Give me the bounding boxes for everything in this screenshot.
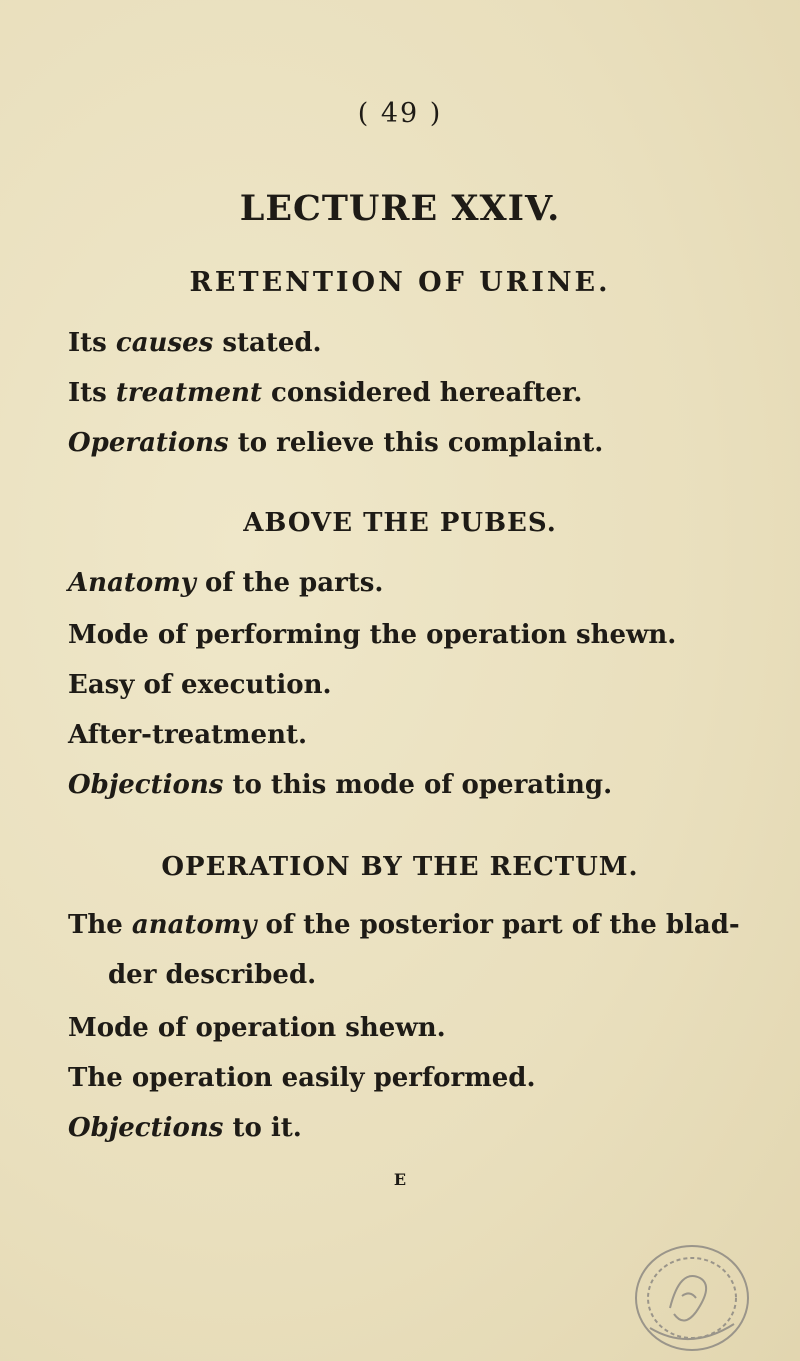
- library-stamp-icon: [630, 1238, 754, 1356]
- section2-line-1: The anatomy of the posterior part of the blad-: [68, 910, 740, 940]
- section2-line-5: Objections to it.: [68, 1113, 302, 1143]
- section2-line-2: der described.: [108, 960, 317, 990]
- section-heading-rectum: OPERATION BY THE RECTUM.: [161, 852, 639, 882]
- intro-line-2: Its treatment considered hereafter.: [68, 378, 583, 408]
- section1-line-2: Mode of performing the operation shewn.: [68, 620, 677, 650]
- section1-line-5: Objections to this mode of operating.: [68, 770, 613, 800]
- section2-line-3: Mode of operation shewn.: [68, 1013, 446, 1043]
- intro-line-3: Operations to relieve this complaint.: [68, 428, 604, 458]
- signature-mark: E: [393, 1170, 407, 1189]
- section1-line-1: Anatomy of the parts.: [68, 568, 384, 598]
- section1-line-3: Easy of execution.: [68, 670, 332, 700]
- intro-line-1: Its causes stated.: [68, 328, 322, 358]
- section-heading-above-pubes: ABOVE THE PUBES.: [243, 508, 557, 538]
- lecture-title: LECTURE XXIV.: [239, 188, 561, 229]
- section2-line-4: The operation easily performed.: [68, 1063, 536, 1093]
- section1-line-4: After-treatment.: [68, 720, 308, 750]
- lecture-subject: RETENTION OF URINE.: [189, 267, 611, 298]
- page-number: ( 49 ): [357, 98, 443, 129]
